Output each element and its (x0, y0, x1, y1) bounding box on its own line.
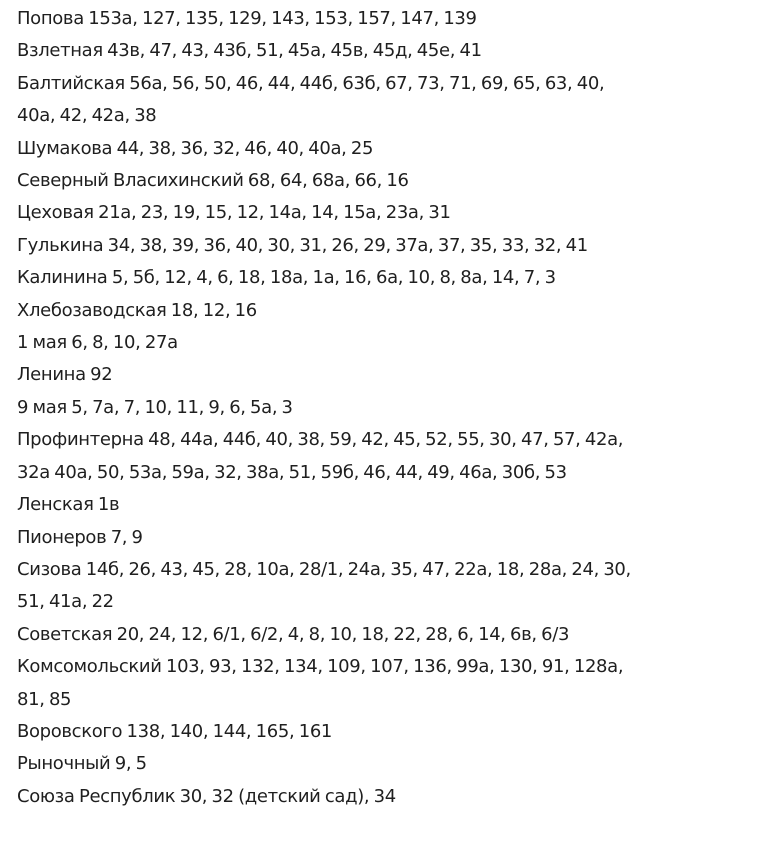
address-line: Воровского 138, 140, 144, 165, 161 (17, 720, 333, 742)
address-line: Комсомольский 103, 93, 132, 134, 109, 107, 136, 99а, 130, 91, 128а, (17, 656, 624, 678)
address-line: Гулькина 34, 38, 39, 36, 40, 30, 31, 26, 29, 37а, 37, 35, 33, 32, 41 (17, 234, 588, 256)
address-line: Попова 153а, 127, 135, 129, 143, 153, 157, 147, 139 (17, 8, 477, 29)
address-line: 51, 41а, 22 (17, 591, 114, 613)
address-line: Хлебозаводская 18, 12, 16 (17, 299, 257, 321)
address-line: Калинина 5, 5б, 12, 4, 6, 18, 18а, 1а, 16, 6а, 10, 8, 8а, 14, 7, 3 (17, 267, 556, 289)
address-line: Ленина 92 (17, 364, 113, 386)
address-line: Цеховая 21а, 23, 19, 15, 12, 14а, 14, 15а, 23а, 31 (17, 202, 451, 224)
address-line: 9 мая 5, 7а, 7, 10, 11, 9, 6, 5а, 3 (17, 396, 293, 418)
address-line: Шумакова 44, 38, 36, 32, 46, 40, 40а, 25 (17, 137, 374, 159)
address-line: Ленская 1в (17, 494, 120, 516)
address-line: Северный Власихинский 68, 64, 68а, 66, 16 (17, 170, 409, 192)
address-line: 32а 40а, 50, 53а, 59а, 32, 38а, 51, 59б, 46, 44, 49, 46а, 30б, 53 (17, 461, 567, 483)
address-line: Пионеров 7, 9 (17, 526, 143, 548)
address-line: Союза Республик 30, 32 (детский сад), 34 (17, 785, 396, 807)
address-line: Балтийская 56а, 56, 50, 46, 44, 44б, 63б, 67, 73, 71, 69, 65, 63, 40, (17, 72, 605, 94)
address-line: Взлетная 43в, 47, 43, 43б, 51, 45а, 45в, 45д, 45е, 41 (17, 40, 482, 62)
address-line: Советская 20, 24, 12, 6/1, 6/2, 4, 8, 10, 18, 22, 28, 6, 14, 6в, 6/3 (17, 623, 570, 645)
address-line: 1 мая 6, 8, 10, 27а (17, 332, 178, 354)
address-line: 81, 85 (17, 688, 72, 710)
address-line: Рыночный 9, 5 (17, 753, 147, 775)
address-list (17, 3, 762, 813)
address-line: Сизова 14б, 26, 43, 45, 28, 10а, 28/1, 24а, 35, 47, 22а, 18, 28а, 24, 30, (17, 558, 631, 580)
address-line: 40а, 42, 42а, 38 (17, 105, 157, 127)
address-line: Профинтерна 48, 44а, 44б, 40, 38, 59, 42, 45, 52, 55, 30, 47, 57, 42а, (17, 429, 624, 451)
